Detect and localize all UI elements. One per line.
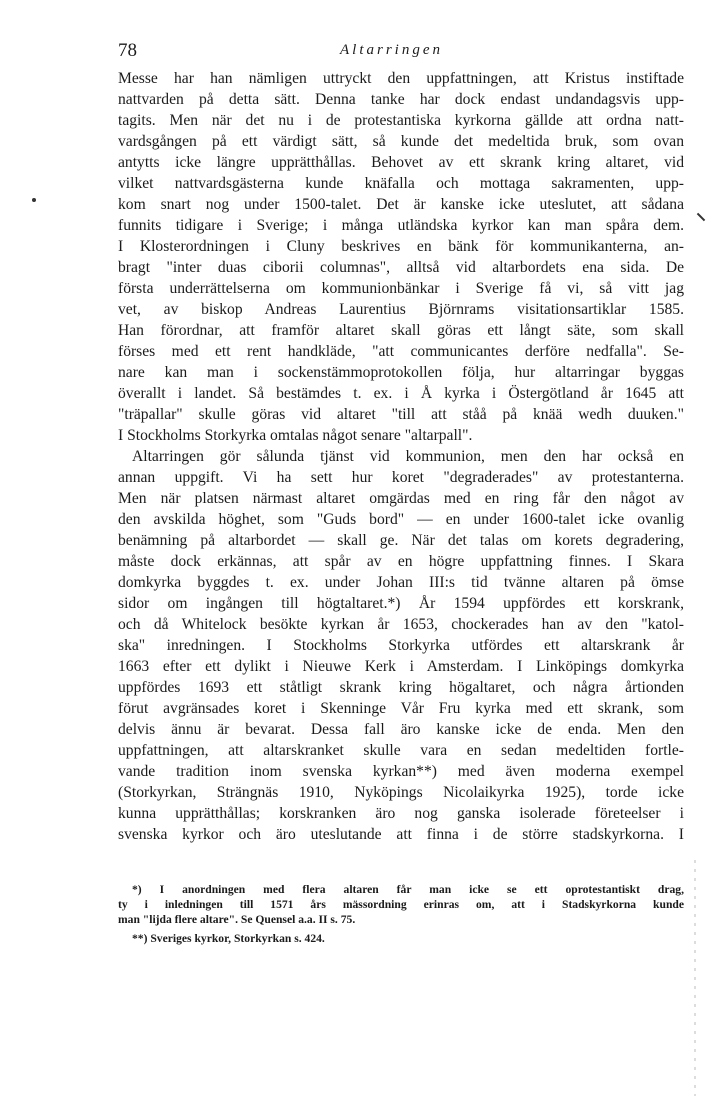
text-line: antytts icke längre upprätthållas. Behovet av ett skrank kring altaret, vid (118, 154, 684, 171)
text-line: vardsgången på ett värdigt sätt, så kunde det medeltida bruk, som ovan (118, 133, 684, 150)
margin-speck (32, 198, 36, 202)
running-title: Altarringen (340, 42, 443, 58)
text-line: nattvarden på detta sätt. Denna tanke har dock endast undandagsvis upp- (118, 91, 684, 108)
text-line: 1663 efter ett dylikt i Nieuwe Kerk i Amsterdam. I Linköpings domkyrka (118, 658, 684, 675)
text-line: måste dock erkännas, att spår av en högre uppfattning finnes. I Skara (118, 553, 684, 570)
body-text (118, 68, 684, 845)
text-line: förut avgränsades koret i Skenninge Vår Fru kyrka med ett skrank, som (118, 700, 684, 717)
text-line: svenska kyrkor och äro uteslutande att finna i de större stadskyrkorna. I (118, 826, 684, 843)
text-line: kunna upprätthållas; korskranken äro nog ganska isolerade företeelser i (118, 805, 684, 822)
text-line: förses med ett rent handkläde, "att communicantes derföre nedfalla". Se- (118, 343, 684, 360)
text-line: den avskilda höghet, som "Guds bord" — en under 1600-talet icke ovanlig (118, 511, 684, 528)
scan-edge-noise (694, 860, 696, 1096)
text-line: (Storkyrkan, Strängnäs 1910, Nyköpings Nicolaikyrka 1925), torde icke (118, 784, 684, 801)
text-line: I Klosterordningen i Cluny beskrives en bänk för kommunikanterna, an- (118, 238, 684, 255)
text-line: och då Whitelock besökte kyrkan år 1653, chockerades han av den "katol- (118, 616, 684, 633)
text-line: tagits. Men när det nu i de protestantiska kyrkorna gällde att ordna natt- (118, 112, 684, 129)
text-line: annan uppgift. Vi ha sett hur koret "degraderades" av protestanterna. (118, 469, 684, 486)
text-line: vilket nattvardsgästerna kunde knäfalla och mottaga sakramenten, upp- (118, 175, 684, 192)
text-line: vande tradition inom svenska kyrkan**) med även moderna exempel (118, 763, 684, 780)
text-line: benämning på altarbordet — skall ge. När det talas om korets degradering, (118, 532, 684, 549)
footnote-line: man "lijda flere altare". Se Quensel a.a. II s. 75. (118, 913, 356, 926)
footnote-line: ty i inledningen till 1571 års mässordning erinras om, att i Stadskyrkorna kunde (118, 898, 684, 911)
text-line: Han förordnar, att framför altaret skall göras ett långt säte, som skall (118, 322, 684, 339)
footnote (118, 931, 684, 946)
page-header (118, 40, 678, 66)
text-line: ska" inredningen. I Stockholms Storkyrka utfördes ett altarskrank år (118, 637, 684, 654)
text-line: vet, av biskop Andreas Laurentius Björnrams visitationsartiklar 1585. (118, 301, 684, 318)
text-line: Altarringen gör sålunda tjänst vid kommunion, men den har också en (132, 448, 684, 465)
text-line: nare kan man i sockenstämmoprotokollen följa, hur altarringar byggas (118, 364, 684, 381)
text-line: första underrättelserna om kommunionbänkar i Sverige få vi, så vitt jag (118, 280, 684, 297)
text-line: Men när platsen närmast altaret omgärdas med en ring får den något av (118, 490, 684, 507)
text-line: domkyrka byggdes t. ex. under Johan III:s tid tvänne altaren på ömse (118, 574, 684, 591)
margin-tick-mark (697, 213, 705, 221)
text-line: bragt "inter duas ciborii columnas", alltså vid altarbordets ena sida. De (118, 259, 684, 276)
text-line: funnits tidigare i Sverige; i många utländska kyrkor kan man spåra dem. (118, 217, 684, 234)
footnotes (118, 882, 684, 946)
text-line: sidor om ingången till högtaltaret.*) År 1594 uppfördes ett korskrank, (118, 595, 684, 612)
footnote-line: **) Sveriges kyrkor, Storkyrkan s. 424. (132, 932, 325, 945)
text-line: I Stockholms Storkyrka omtalas något senare "altarpall". (118, 427, 473, 444)
text-line: kom snart nog under 1500-talet. Det är kanske icke uteslutet, att sådana (118, 196, 684, 213)
footnote (118, 882, 684, 927)
page-number: 78 (118, 40, 137, 61)
footnote-line: *) I anordningen med flera altaren får man icke se ett oprotestantiskt drag, (132, 883, 684, 896)
text-line: uppfördes 1693 ett ståtligt skrank kring högaltaret, och några årtionden (118, 679, 684, 696)
text-line: delvis ännu är bevarat. Dessa fall äro kanske icke de enda. Men den (118, 721, 684, 738)
text-line: uppfattningen, att altarskranket skulle vara en sedan medeltiden fortle- (118, 742, 684, 759)
text-line: Messe har han nämligen uttryckt den uppfattningen, att Kristus instiftade (118, 70, 684, 87)
text-line: överallt i landet. Så bestämdes t. ex. i Å kyrka i Östergötland år 1645 att (118, 385, 684, 402)
text-line: "träpallar" skulle göras vid altaret "till att ståå på knää wedh duuken." (118, 406, 684, 423)
